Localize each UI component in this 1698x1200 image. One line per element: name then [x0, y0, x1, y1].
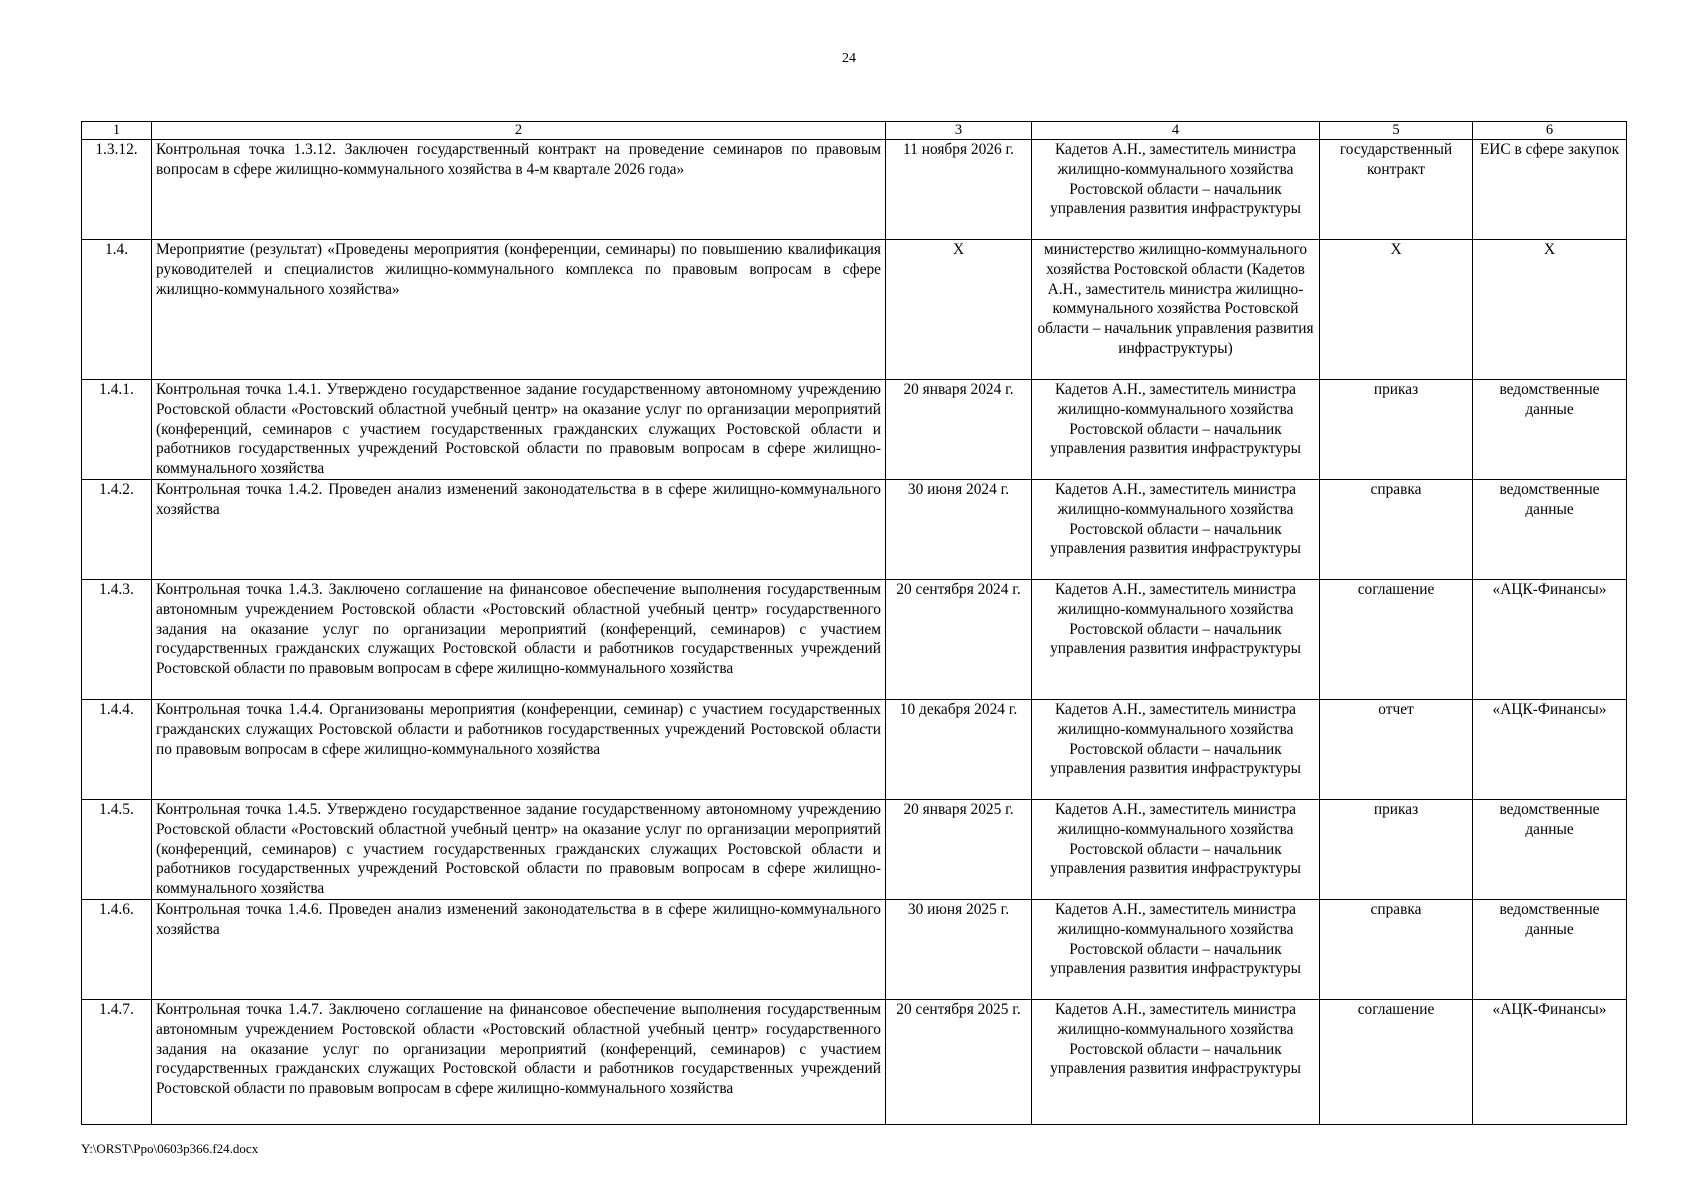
row-description: Контрольная точка 1.4.3. Заключено соглашение на финансовое обеспечение выполнения государственным автономным учреждением Ростовской области «Ростовский областной учебный центр» государственного задания на оказание услуг по организации мероприятий (конференций, семинаров) с участием государственных гражданских служащих Ростовской области и работников государственных учреждений Ростовской области по правовым вопросам в сфере жилищно-коммунального хозяйства — [152, 580, 886, 700]
table-row — [82, 700, 1627, 800]
row-number: 1.3.12. — [82, 140, 152, 240]
row-info-source: ведомственные данные — [1473, 480, 1627, 580]
row-date: 20 января 2024 г. — [886, 380, 1032, 480]
row-document-type: справка — [1320, 900, 1473, 1000]
row-document-type: приказ — [1320, 380, 1473, 480]
row-description: Контрольная точка 1.4.6. Проведен анализ изменений законодательства в в сфере жилищно-коммунального хозяйства — [152, 900, 886, 1000]
table-row — [82, 480, 1627, 580]
row-description: Контрольная точка 1.4.2. Проведен анализ изменений законодательства в в сфере жилищно-коммунального хозяйства — [152, 480, 886, 580]
row-responsible: Кадетов А.Н., заместитель министра жилищно-коммунального хозяйства Ростовской области – начальник управления развития инфраструктуры — [1032, 380, 1320, 480]
row-number: 1.4.6. — [82, 900, 152, 1000]
row-number: 1.4.1. — [82, 380, 152, 480]
row-document-type: соглашение — [1320, 580, 1473, 700]
control-points-table — [81, 121, 1627, 1125]
column-header-3: 3 — [886, 122, 1032, 140]
row-info-source: Х — [1473, 240, 1627, 380]
table-row — [82, 140, 1627, 240]
row-date: 10 декабря 2024 г. — [886, 700, 1032, 800]
row-number: 1.4. — [82, 240, 152, 380]
row-info-source: ЕИС в сфере закупок — [1473, 140, 1627, 240]
row-number: 1.4.4. — [82, 700, 152, 800]
row-description: Мероприятие (результат) «Проведены мероприятия (конференции, семинары) по повышению квалификация руководителей и специалистов жилищно-коммунального комплекса по правовым вопросам в сфере жилищно-коммунального хозяйства» — [152, 240, 886, 380]
row-number: 1.4.2. — [82, 480, 152, 580]
row-description: Контрольная точка 1.4.5. Утверждено государственное задание государственному автономному учреждению Ростовской области «Ростовский областной учебный центр» на оказание услуг по организации мероприятий (конференций, семинаров) с участием государственных гражданских служащих Ростовской области и работников государственных учреждений Ростовской области по правовым вопросам в сфере жилищно-коммунального хозяйства — [152, 800, 886, 900]
row-responsible: Кадетов А.Н., заместитель министра жилищно-коммунального хозяйства Ростовской области – начальник управления развития инфраструктуры — [1032, 580, 1320, 700]
table-row — [82, 900, 1627, 1000]
table-row — [82, 240, 1627, 380]
row-info-source: ведомственные данные — [1473, 800, 1627, 900]
row-info-source: «АЦК-Финансы» — [1473, 580, 1627, 700]
row-info-source: ведомственные данные — [1473, 380, 1627, 480]
table-row — [82, 380, 1627, 480]
column-header-4: 4 — [1032, 122, 1320, 140]
table-row — [82, 1000, 1627, 1125]
row-document-type: соглашение — [1320, 1000, 1473, 1125]
table-row — [82, 800, 1627, 900]
column-header-2: 2 — [152, 122, 886, 140]
page-number: 24 — [842, 51, 856, 66]
row-responsible: Кадетов А.Н., заместитель министра жилищно-коммунального хозяйства Ростовской области – начальник управления развития инфраструктуры — [1032, 1000, 1320, 1125]
row-description: Контрольная точка 1.4.1. Утверждено государственное задание государственному автономному учреждению Ростовской области «Ростовский областной учебный центр» на оказание услуг по организации мероприятий (конференций, семинаров с участием государственных гражданских служащих Ростовской области и работников государственных учреждений Ростовской области по правовым вопросам в сфере жилищно-коммунального хозяйства — [152, 380, 886, 480]
document-file-path: Y:\ORST\Ppo\0603p366.f24.docx — [81, 1141, 259, 1156]
row-responsible: Кадетов А.Н., заместитель министра жилищно-коммунального хозяйства Ростовской области – начальник управления развития инфраструктуры — [1032, 480, 1320, 580]
row-document-type: справка — [1320, 480, 1473, 580]
row-responsible: министерство жилищно-коммунального хозяйства Ростовской области (Кадетов А.Н., заместитель министра жилищно-коммунального хозяйства Ростовской области – начальник управления развития инфраструктуры) — [1032, 240, 1320, 380]
row-document-type: отчет — [1320, 700, 1473, 800]
column-header-1: 1 — [82, 122, 152, 140]
row-responsible: Кадетов А.Н., заместитель министра жилищно-коммунального хозяйства Ростовской области – начальник управления развития инфраструктуры — [1032, 900, 1320, 1000]
table-header-row — [82, 122, 1627, 140]
row-number: 1.4.5. — [82, 800, 152, 900]
row-description: Контрольная точка 1.3.12. Заключен государственный контракт на проведение семинаров по правовым вопросам в сфере жилищно-коммунального хозяйства в 4-м квартале 2026 года» — [152, 140, 886, 240]
row-responsible: Кадетов А.Н., заместитель министра жилищно-коммунального хозяйства Ростовской области – начальник управления развития инфраструктуры — [1032, 140, 1320, 240]
row-document-type: приказ — [1320, 800, 1473, 900]
row-date: Х — [886, 240, 1032, 380]
row-info-source: «АЦК-Финансы» — [1473, 1000, 1627, 1125]
row-number: 1.4.3. — [82, 580, 152, 700]
row-date: 11 ноября 2026 г. — [886, 140, 1032, 240]
row-responsible: Кадетов А.Н., заместитель министра жилищно-коммунального хозяйства Ростовской области – начальник управления развития инфраструктуры — [1032, 800, 1320, 900]
row-responsible: Кадетов А.Н., заместитель министра жилищно-коммунального хозяйства Ростовской области – начальник управления развития инфраструктуры — [1032, 700, 1320, 800]
row-document-type: Х — [1320, 240, 1473, 380]
column-header-5: 5 — [1320, 122, 1473, 140]
row-date: 20 января 2025 г. — [886, 800, 1032, 900]
row-description: Контрольная точка 1.4.7. Заключено соглашение на финансовое обеспечение выполнения государственным автономным учреждением Ростовской области «Ростовский областной учебный центр» государственного задания на оказание услуг по организации мероприятий (конференций, семинаров) с участием государственных гражданских служащих Ростовской области и работников государственных учреждений Ростовской области по правовым вопросам в сфере жилищно-коммунального хозяйства — [152, 1000, 886, 1125]
table-row — [82, 580, 1627, 700]
row-number: 1.4.7. — [82, 1000, 152, 1125]
row-date: 20 сентября 2024 г. — [886, 580, 1032, 700]
row-document-type: государственный контракт — [1320, 140, 1473, 240]
row-date: 30 июня 2024 г. — [886, 480, 1032, 580]
row-date: 20 сентября 2025 г. — [886, 1000, 1032, 1125]
row-date: 30 июня 2025 г. — [886, 900, 1032, 1000]
row-description: Контрольная точка 1.4.4. Организованы мероприятия (конференции, семинар) с участием государственных гражданских служащих Ростовской области и работников государственных учреждений Ростовской области по правовым вопросам в сфере жилищно-коммунального хозяйства — [152, 700, 886, 800]
row-info-source: «АЦК-Финансы» — [1473, 700, 1627, 800]
column-header-6: 6 — [1473, 122, 1627, 140]
row-info-source: ведомственные данные — [1473, 900, 1627, 1000]
